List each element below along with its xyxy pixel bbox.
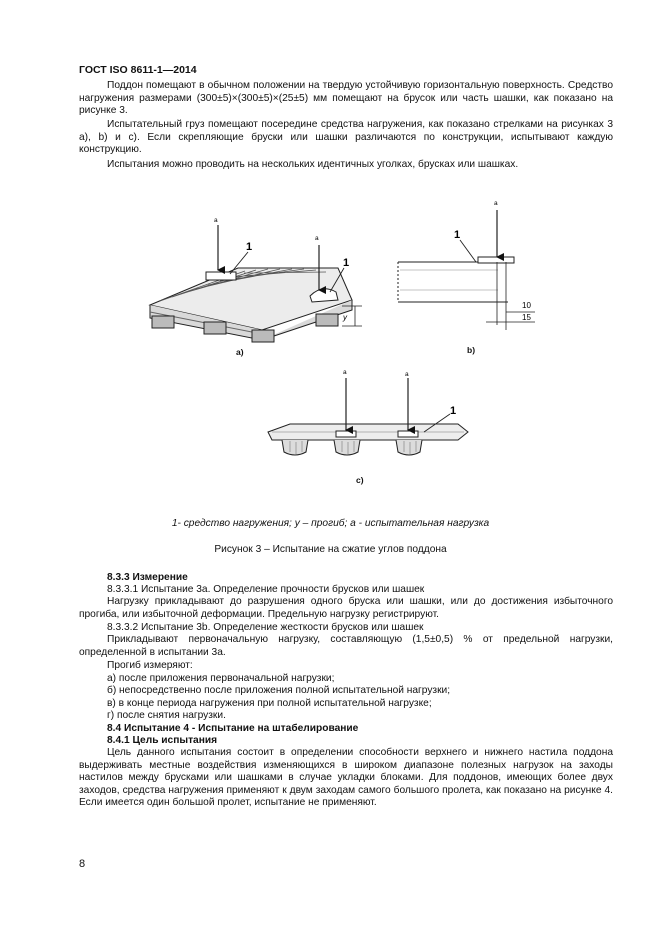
fig-b-arrow-label: a bbox=[494, 200, 498, 207]
section-84-title: 8.4 Испытание 4 - Испытание на штабелирование bbox=[107, 723, 359, 734]
figure-3c bbox=[268, 378, 468, 455]
section-8331-text: Нагрузку прикладывают до разрушения одного бруска или шашки, или до достижения избыточного прогиба, или избыточной деформации. Предельную нагрузку регистрируют. bbox=[79, 596, 613, 620]
fig-c-arrow1-label: a bbox=[343, 369, 347, 376]
document-header: ГОСТ ISO 8611-1—2014 bbox=[79, 64, 197, 76]
figure-3a bbox=[150, 225, 362, 342]
list-item-b: б) непосредственно после приложения полной испытательной нагрузки; bbox=[107, 685, 451, 696]
intro-paragraph-3: Испытания можно проводить на нескольких идентичных уголках, брусках или шашках. bbox=[107, 159, 519, 170]
section-8332-text: Прикладывают первоначальную нагрузку, составляющую (1,5±0,5) % от предельной нагрузки, определенной в испытании 3а. bbox=[79, 634, 613, 658]
fig-b-dim10: 10 bbox=[522, 301, 531, 310]
intro-paragraph-2: Испытательный груз помещают посередине средства нагружения, как показано стрелками на рисунках 3 а), b) и с). Если скрепляющие бруски или шашки различаются по конструкции, испытывают каждую конструкцию. bbox=[79, 119, 613, 156]
prog-intro: Прогиб измеряют: bbox=[107, 660, 193, 671]
fig-a-arrow2-label: a bbox=[315, 235, 319, 242]
list-item-c: в) в конце периода нагружения при полной испытательной нагрузке; bbox=[107, 698, 432, 709]
figure-legend bbox=[0, 518, 661, 531]
figure-3-drawing bbox=[0, 190, 661, 500]
section-841-title: 8.4.1 Цель испытания bbox=[107, 735, 218, 746]
fig-b-dim15: 15 bbox=[522, 313, 531, 322]
section-841-text: Цель данного испытания состоит в определении способности верхнего и нижнего настила поддона выдерживать местные воздействия изменяющихся в широком диапазоне полезных нагрузок на заходы настилов между брусками или шашками в случае укладки блоками. Для поддонов, имеющих более двух заходов, средства нагружения применяют к двум заходам самого большого пролета, как показано на рисунке 4. Если имеется один большой пролет, испытание не применяют. bbox=[79, 747, 613, 809]
figure-3b bbox=[398, 210, 535, 330]
fig-b-item1-label: 1 bbox=[454, 229, 461, 241]
fig-a-y-label: y bbox=[343, 313, 347, 322]
intro-paragraph-1: Поддон помещают в обычном положении на твердую устойчивую горизонтальную поверхность. Средство нагружения размерами (300±5)×(300±5)×(25±5) мм помещают на брусок или часть шашки, как показано на рисунке 3. bbox=[79, 80, 613, 117]
section-8332-heading: 8.3.3.2 Испытание 3b. Определение жесткости брусков или шашек bbox=[107, 622, 424, 633]
fig-c-item1-label: 1 bbox=[450, 405, 457, 417]
fig-c-arrow2-label: a bbox=[405, 371, 409, 378]
fig-a-item1-label: 1 bbox=[246, 241, 253, 253]
fig-c-caption: c) bbox=[356, 475, 364, 485]
legend-text: 1- средство нагружения; y – прогиб; a - испытательная нагрузка bbox=[171, 518, 490, 529]
list-item-a: а) после приложения первоначальной нагрузки; bbox=[107, 673, 335, 684]
page-number: 8 bbox=[79, 858, 86, 870]
section-8331-heading: 8.3.3.1 Испытание 3а. Определение прочности брусков или шашек bbox=[107, 584, 425, 595]
figure-title: Рисунок 3 – Испытание на сжатие углов поддона bbox=[214, 544, 447, 555]
fig-a-arrow1-label: a bbox=[214, 217, 218, 224]
fig-a-item1b-label: 1 bbox=[343, 257, 350, 269]
list-item-d: г) после снятия нагрузки. bbox=[107, 710, 226, 721]
fig-b-caption: b) bbox=[467, 345, 476, 355]
fig-a-caption: a) bbox=[236, 347, 244, 357]
section-833-title: 8.3.3 Измерение bbox=[107, 572, 188, 583]
